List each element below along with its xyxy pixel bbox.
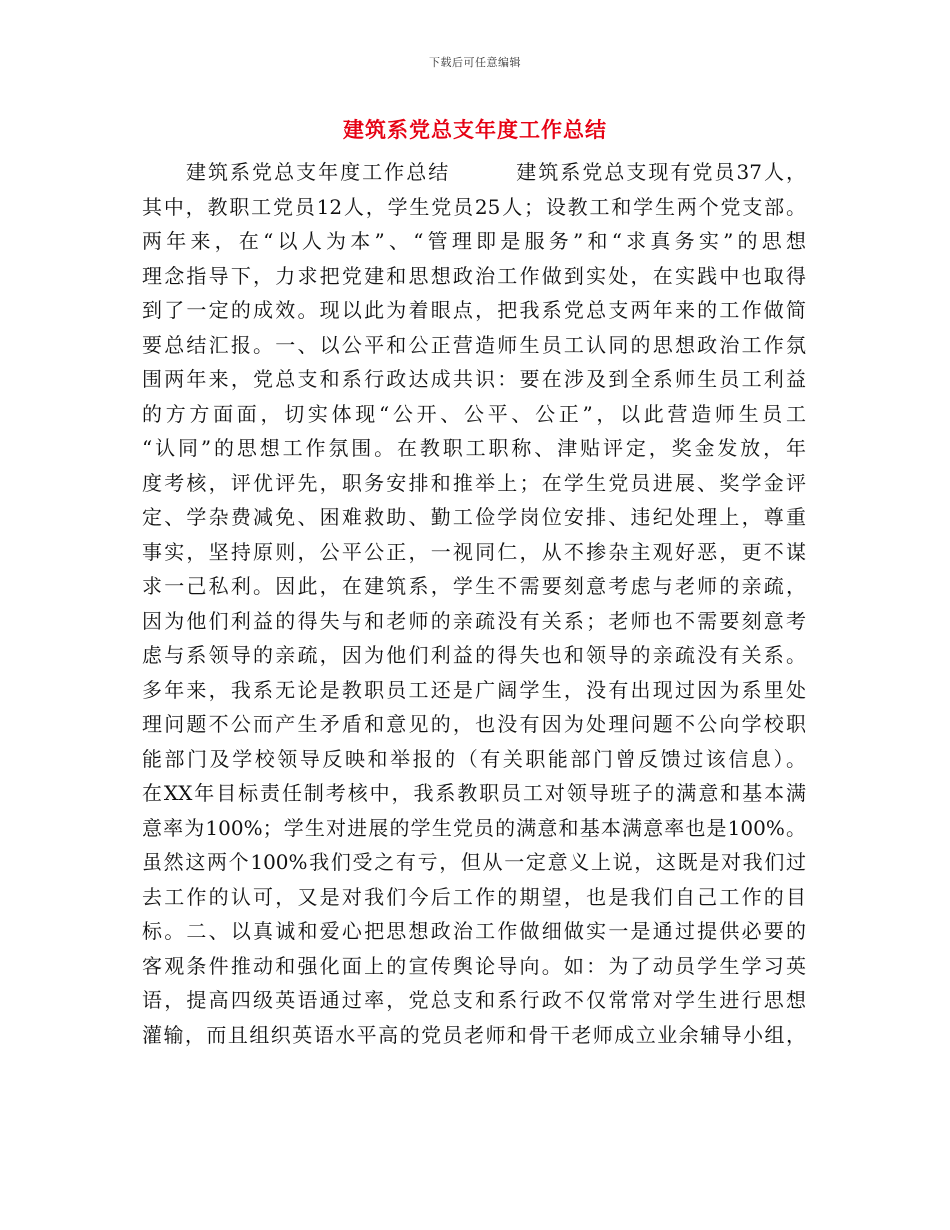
paragraph-line: 要总结汇报。一、以公平和公正营造师生员工认同的思想政治工作氛: [142, 332, 806, 357]
paragraph-line: 灌输，而且组织英语水平高的党员老师和骨干老师成立业余辅导小组，: [142, 1022, 806, 1047]
paragraph-line: 理念指导下，力求把党建和思想政治工作做到实处，在实践中也取得: [142, 263, 806, 288]
paragraph-line: 客观条件推动和强化面上的宣传舆论导向。如：为了动员学生学习英: [142, 953, 806, 978]
paragraph-line: 能部门及学校领导反映和举报的（有关职能部门曾反馈过该信息）。: [142, 746, 806, 771]
paragraph-line: 虑与系领导的亲疏，因为他们利益的得失也和领导的亲疏没有关系。: [142, 643, 806, 667]
paragraph-line: 定、学杂费减免、困难救助、勤工俭学岗位安排、违纪处理上，尊重: [142, 505, 806, 529]
paragraph-line: 其中，教职工党员12人，学生党员25人；设教工和学生两个党支部。: [142, 194, 806, 219]
paragraph-line: 两年来，在“以人为本”、“管理即是服务”和“求真务实”的思想: [142, 229, 806, 253]
paragraph-line: 到了一定的成效。现以此为着眼点，把我系党总支两年来的工作做简: [142, 298, 806, 322]
paragraph-line: “认同”的思想工作氛围。在教职工职称、津贴评定，奖金发放，年: [142, 436, 806, 460]
paragraph-line: 在XX年目标责任制考核中，我系教职员工对领导班子的满意和基本满: [142, 781, 806, 805]
paragraph-line: 度考核，评优评先，职务安排和推举上；在学生党员进展、奖学金评: [142, 470, 806, 495]
paragraph-line: 语，提高四级英语通过率，党总支和系行政不仅常常对学生进行思想: [142, 988, 806, 1012]
paragraph-line: 建筑系党总支年度工作总结 建筑系党总支现有党员37人，: [186, 160, 806, 184]
document-title: 建筑系党总支年度工作总结: [343, 118, 607, 142]
paragraph-line: 求一己私利。因此，在建筑系，学生不需要刻意考虑与老师的亲疏，: [142, 574, 806, 598]
paragraph-line: 理问题不公而产生矛盾和意见的，也没有因为处理问题不公向学校职: [142, 712, 806, 736]
paragraph-line: 多年来，我系无论是教职员工还是广阔学生，没有出现过因为系里处: [142, 677, 806, 702]
paragraph-line: 因为他们利益的得失与和老师的亲疏没有关系；老师也不需要刻意考: [142, 608, 806, 633]
paragraph-line: 去工作的认可，又是对我们今后工作的期望，也是我们自己工作的目: [142, 884, 806, 909]
document-body: [142, 155, 806, 1052]
paragraph-line: 虽然这两个100%我们受之有亏，但从一定意义上说，这既是对我们过: [142, 850, 806, 874]
paragraph-line: 事实，坚持原则，公平公正，一视同仁，从不掺杂主观好恶，更不谋: [142, 539, 806, 564]
paragraph-line: 的方方面面，切实体现“公开、公平、公正”，以此营造师生员工: [142, 401, 806, 426]
paragraph-line: 标。二、以真诚和爱心把思想政治工作做细做实一是通过提供必要的: [142, 919, 806, 943]
header-note: 下载后可任意编辑: [429, 56, 521, 69]
paragraph-line: 意率为100%；学生对进展的学生党员的满意和基本满意率也是100%。: [142, 815, 806, 840]
paragraph-line: 围两年来，党总支和系行政达成共识：要在涉及到全系师生员工利益: [142, 367, 806, 391]
